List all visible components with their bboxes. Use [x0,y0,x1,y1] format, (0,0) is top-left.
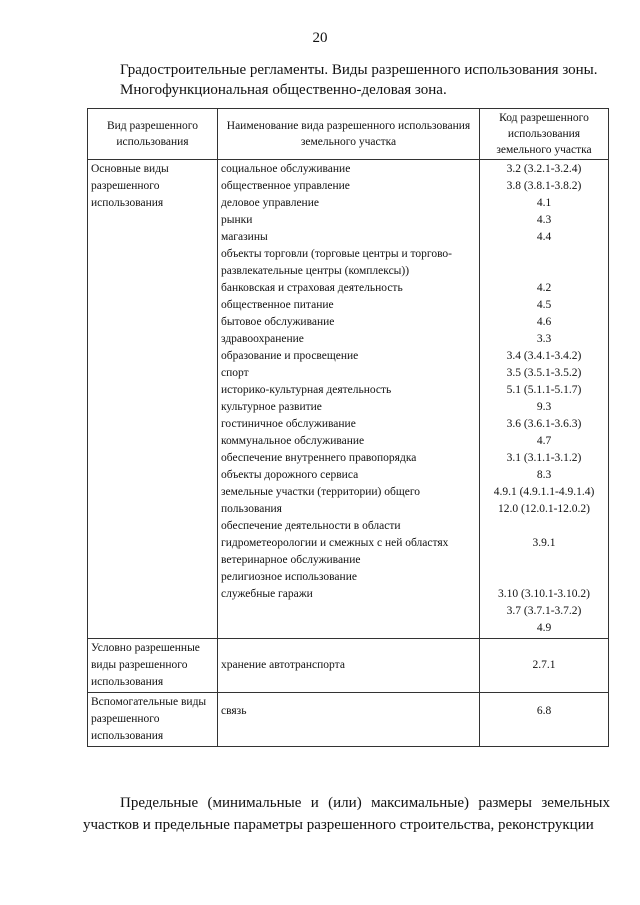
list-item: социальное обслуживание [221,163,351,175]
list-item-code: 4.6 [536,316,552,328]
table-cell-name: хранение автотранспорта [218,639,480,693]
paragraph-line-1: Предельные (минимальные и (или) максимальные) размеры земельных [120,795,610,811]
list-item-code: 4.1 [536,197,552,209]
main-codes [480,160,609,639]
list-item: коммунальное обслуживание [221,435,365,447]
list-item: объекты дорожного сервиса [221,469,359,481]
list-item: объекты торговли (торговые центры и торгово-развлекательные центры (комплексы)) [221,248,452,277]
main-names [218,160,480,639]
list-item-code: 12.0 (12.0.1-12.0.2) [498,503,590,515]
table-header-row [88,109,609,160]
list-item-code: 3.5 (3.5.1-3.5.2) [506,367,582,379]
list-item-code: 3.8 (3.8.1-3.8.2) [506,180,582,192]
table-cell-code: 6.8 [480,693,609,747]
list-item-code: 3.1 (3.1.1-3.1.2) [506,452,582,464]
list-item: банковская и страховая деятельность [221,282,403,294]
list-item-code: 3.6 (3.6.1-3.6.3) [506,418,582,430]
list-item: образование и просвещение [221,350,359,362]
list-item-code: 4.7 [536,435,552,447]
heading-line-2: Многофункциональная общественно-деловая зона. [120,82,447,98]
list-item-code: 4.9.1 (4.9.1.1-4.9.1.4) [493,486,595,498]
list-item: магазины [221,231,268,243]
category-auxiliary: Вспомогательные виды разрешенного использования [88,693,218,747]
list-item: историко-культурная деятельность [221,384,392,396]
category-main: Основные виды разрешенного использования [88,160,218,639]
list-item-code: 4.9 [536,622,552,634]
table-cell-code: 2.7.1 [480,639,609,693]
section-heading [120,60,620,100]
list-item-code: 4.3 [536,214,552,226]
body-paragraph [83,792,610,836]
list-item-code: 3.10 (3.10.1-3.10.2) [498,588,590,600]
list-item: служебные гаражи [221,588,313,600]
list-item: бытовое обслуживание [221,316,335,328]
page-number: 20 [312,30,328,46]
list-item: обеспечение внутреннего правопорядка [221,452,417,464]
list-item-code: 9.3 [536,401,552,413]
list-item: деловое управление [221,197,319,209]
list-item: религиозное использование [221,571,357,583]
list-item-code: 3.4 (3.4.1-3.4.2) [506,350,582,362]
list-item: ветеринарное обслуживание [221,554,361,566]
list-item: общественное управление [221,180,350,192]
header-use-code: Код разрешенного использования земельного участка [480,109,609,160]
list-item: гостиничное обслуживание [221,418,356,430]
list-item-code: 4.5 [536,299,552,311]
list-item: здравоохранение [221,333,304,345]
list-item-code: 4.2 [536,282,552,294]
list-item: общественное питание [221,299,334,311]
group-auxiliary [88,693,609,747]
list-item-code: 5.1 (5.1.1-5.1.7) [506,384,582,396]
list-item: спорт [221,367,249,379]
list-item: обеспечение деятельности в области гидрометеорологии и смежных с ней областях [221,520,449,549]
list-item: рынки [221,214,253,226]
list-item-code: 3.3 [536,333,552,345]
list-item-code: 4.4 [536,231,552,243]
list-item-code: 8.3 [536,469,552,481]
list-item: земельные участки (территории) общего пользования [221,486,420,515]
header-use-type: Вид разрешенного использования [88,109,218,160]
list-item: культурное развитие [221,401,322,413]
header-use-name: Наименование вида разрешенного использования земельного участка [218,109,480,160]
paragraph-line-2: участков и предельные параметры разрешенного строительства, реконструкции [83,817,594,833]
regulations-table [87,108,609,747]
list-item-code: 3.2 (3.2.1-3.2.4) [506,163,582,175]
group-main [88,160,609,639]
category-conditional: Условно разрешенные виды разрешенного использования [88,639,218,693]
list-item-code: 3.9.1 [532,537,556,549]
group-conditional [88,639,609,693]
list-item-code: 3.7 (3.7.1-3.7.2) [506,605,582,617]
table-cell-name: связь [218,693,480,747]
heading-line-1: Градостроительные регламенты. Виды разрешенного использования зоны. [120,62,598,78]
